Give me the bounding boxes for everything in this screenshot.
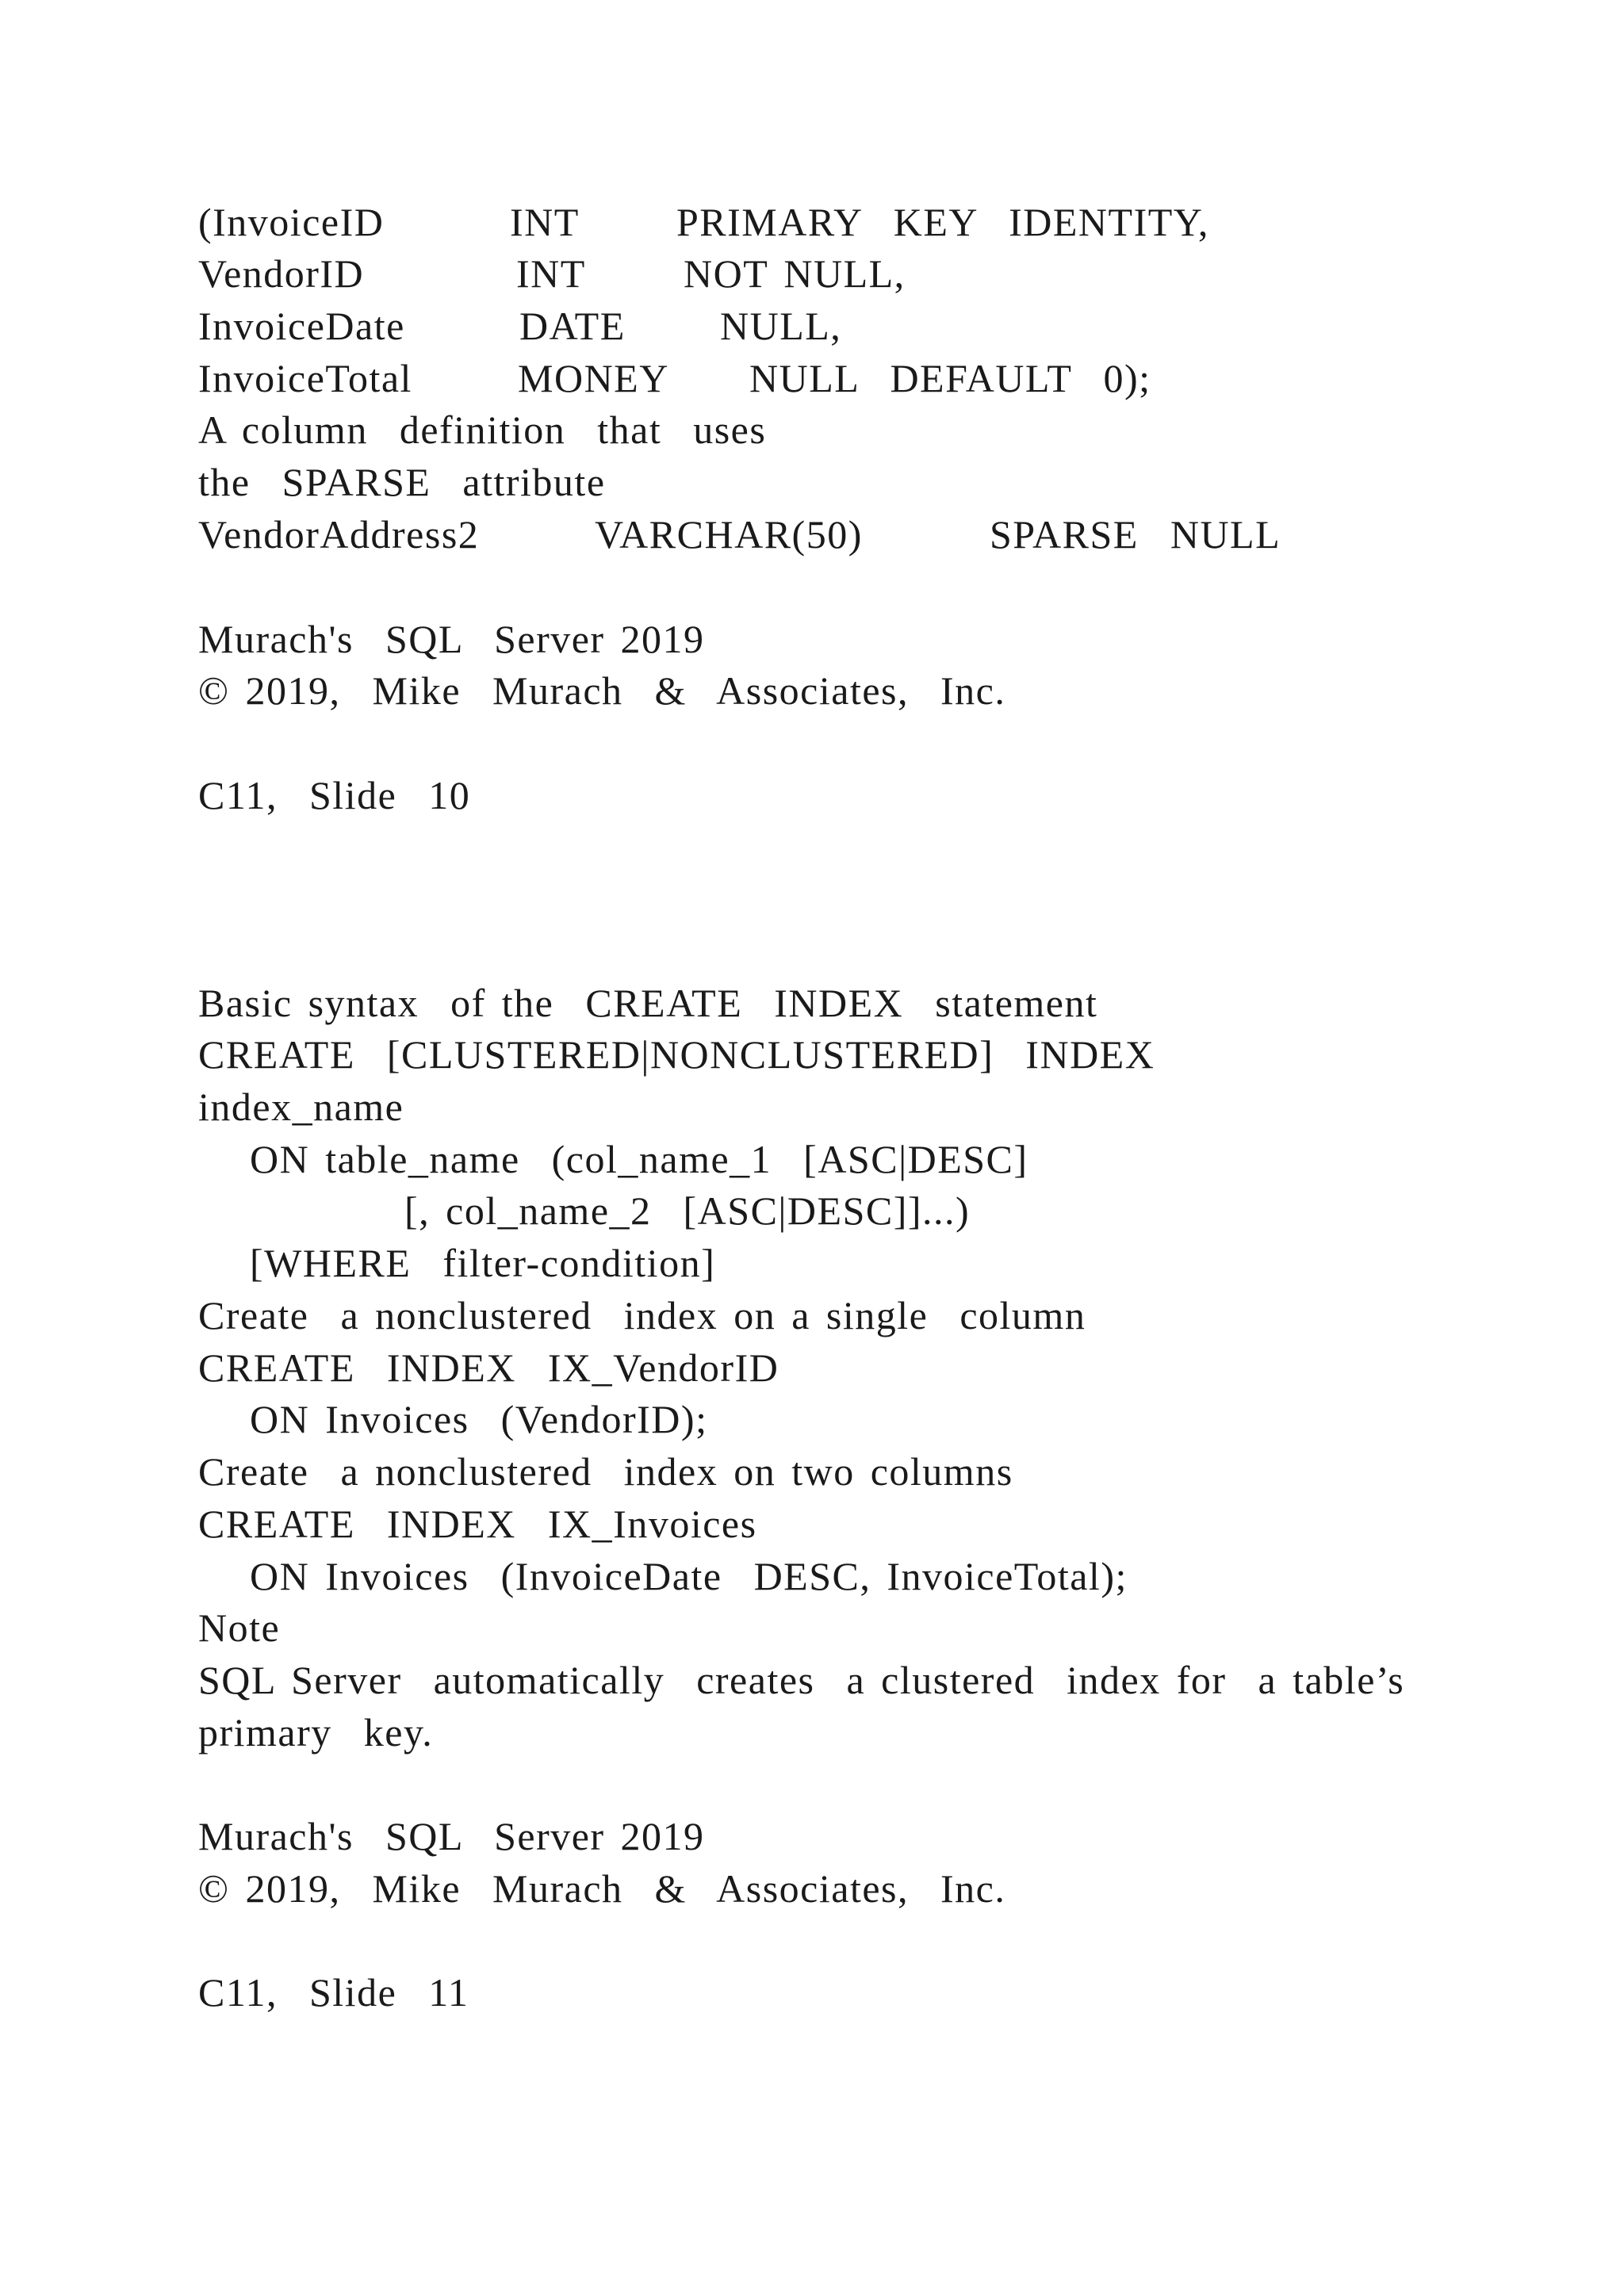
code-line: ON Invoices (VendorID);	[250, 1397, 708, 1441]
note-text: primary key.	[198, 1710, 434, 1755]
column-type: MONEY	[518, 356, 669, 400]
section-heading: Basic syntax of the CREATE INDEX statement	[198, 981, 1098, 1025]
note-text: SQL Server automatically creates a clustered index for a table’s	[198, 1658, 1405, 1702]
column-type: VARCHAR(50)	[595, 512, 863, 557]
code-line: CREATE INDEX IX_Invoices	[198, 1502, 757, 1546]
example-heading: Create a nonclustered index on a single column	[198, 1293, 1086, 1337]
column-constraint: NULL DEFAULT 0);	[749, 356, 1151, 400]
syntax-line: [, col_name_2 [ASC|DESC]]...)	[404, 1188, 971, 1233]
column-name: VendorAddress2	[198, 512, 480, 557]
syntax-line: index_name	[198, 1085, 404, 1129]
sparse-heading-line2: the SPARSE attribute	[198, 460, 606, 504]
footer-book-title: Murach's SQL Server 2019	[198, 1814, 705, 1858]
code-line: CREATE INDEX IX_VendorID	[198, 1345, 779, 1390]
footer-slide-number: C11, Slide 10	[198, 773, 471, 817]
footer-copyright: © 2019, Mike Murach & Associates, Inc.	[198, 668, 1006, 713]
syntax-line: [WHERE filter-condition]	[250, 1241, 716, 1285]
syntax-line: CREATE [CLUSTERED|NONCLUSTERED] INDEX	[198, 1032, 1155, 1077]
sparse-heading-line1: A column definition that uses	[198, 408, 767, 452]
column-constraint: SPARSE NULL	[990, 512, 1281, 557]
column-name: InvoiceDate	[198, 304, 405, 348]
column-name: (InvoiceID	[198, 200, 385, 244]
code-line: ON Invoices (InvoiceDate DESC, InvoiceTotal);	[250, 1554, 1128, 1598]
footer-copyright: © 2019, Mike Murach & Associates, Inc.	[198, 1866, 1006, 1911]
column-constraint: NULL,	[720, 304, 842, 348]
column-name: VendorID	[198, 251, 365, 296]
column-constraint: NOT NULL,	[684, 251, 906, 296]
note-label: Note	[198, 1605, 281, 1650]
column-constraint: PRIMARY KEY IDENTITY,	[676, 200, 1209, 244]
syntax-line: ON table_name (col_name_1 [ASC|DESC]	[250, 1137, 1028, 1181]
footer-book-title: Murach's SQL Server 2019	[198, 617, 705, 661]
column-name: InvoiceTotal	[198, 356, 412, 400]
footer-slide-number: C11, Slide 11	[198, 1970, 469, 2015]
column-type: DATE	[519, 304, 626, 348]
example-heading: Create a nonclustered index on two columns	[198, 1449, 1013, 1494]
column-type: INT	[516, 251, 586, 296]
column-type: INT	[510, 200, 580, 244]
